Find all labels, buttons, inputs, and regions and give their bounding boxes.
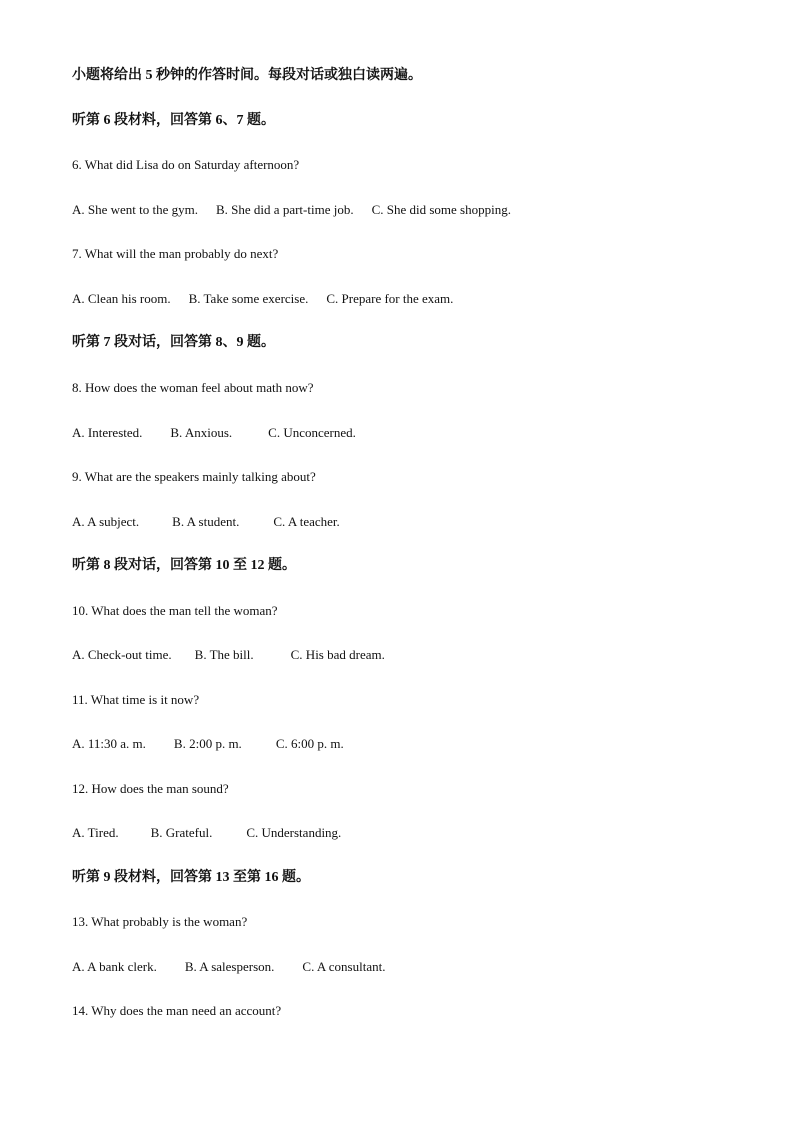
option-c[interactable]: C. Prepare for the exam. bbox=[326, 291, 454, 306]
answer-options bbox=[72, 646, 385, 664]
question-text: 11. What time is it now? bbox=[72, 692, 200, 707]
section-heading: 听第 6 段材料，回答第 6、7 题。 bbox=[72, 113, 275, 128]
option-c[interactable]: C. His bad dream. bbox=[290, 647, 385, 662]
option-c[interactable]: C. 6:00 p. m. bbox=[275, 736, 344, 751]
question-text: 13. What probably is the woman? bbox=[72, 914, 248, 929]
option-a[interactable]: A. She went to the gym. bbox=[72, 202, 199, 217]
section-heading: 听第 9 段材料，回答第 13 至第 16 题。 bbox=[72, 870, 310, 885]
option-a[interactable]: A. A bank clerk. bbox=[72, 959, 157, 974]
option-c[interactable]: C. A consultant. bbox=[302, 959, 386, 974]
question-text: 7. What will the man probably do next? bbox=[72, 246, 279, 261]
question-text: 10. What does the man tell the woman? bbox=[72, 603, 278, 618]
question-text: 6. What did Lisa do on Saturday afternoon? bbox=[72, 157, 300, 172]
question-text: 9. What are the speakers mainly talking about? bbox=[72, 469, 316, 484]
question-text: 8. How does the woman feel about math now? bbox=[72, 380, 314, 395]
answer-options bbox=[72, 201, 511, 219]
option-b[interactable]: B. A salesperson. bbox=[184, 959, 275, 974]
option-a[interactable]: A. A subject. bbox=[72, 514, 140, 529]
option-b[interactable]: B. Grateful. bbox=[150, 825, 213, 840]
option-b[interactable]: B. The bill. bbox=[194, 647, 254, 662]
option-b[interactable]: B. She did a part-time job. bbox=[216, 202, 354, 217]
option-a[interactable]: A. Tired. bbox=[72, 825, 119, 840]
question-text: 14. Why does the man need an account? bbox=[72, 1003, 282, 1018]
option-b[interactable]: B. A student. bbox=[172, 514, 240, 529]
option-b[interactable]: B. Take some exercise. bbox=[188, 291, 309, 306]
option-a[interactable]: A. 11:30 a. m. bbox=[72, 736, 146, 751]
option-b[interactable]: B. Anxious. bbox=[170, 425, 233, 440]
answer-options bbox=[72, 958, 385, 976]
question-text: 12. How does the man sound? bbox=[72, 781, 229, 796]
section-heading: 听第 7 段对话，回答第 8、9 题。 bbox=[72, 335, 275, 350]
option-c[interactable]: C. She did some shopping. bbox=[371, 202, 511, 217]
option-a[interactable]: A. Check-out time. bbox=[72, 647, 172, 662]
instructions-text: 小题将给出 5 秒钟的作答时间。每段对话或独白读两遍。 bbox=[72, 68, 422, 83]
answer-options bbox=[72, 424, 356, 442]
answer-options bbox=[72, 290, 453, 308]
option-a[interactable]: A. Clean his room. bbox=[72, 291, 171, 306]
option-c[interactable]: C. Understanding. bbox=[246, 825, 342, 840]
option-a[interactable]: A. Interested. bbox=[72, 425, 143, 440]
section-heading: 听第 8 段对话，回答第 10 至 12 题。 bbox=[72, 558, 296, 573]
answer-options bbox=[72, 824, 341, 842]
answer-options bbox=[72, 735, 344, 753]
option-c[interactable]: C. Unconcerned. bbox=[268, 425, 356, 440]
option-c[interactable]: C. A teacher. bbox=[273, 514, 340, 529]
answer-options bbox=[72, 513, 340, 531]
option-b[interactable]: B. 2:00 p. m. bbox=[173, 736, 242, 751]
